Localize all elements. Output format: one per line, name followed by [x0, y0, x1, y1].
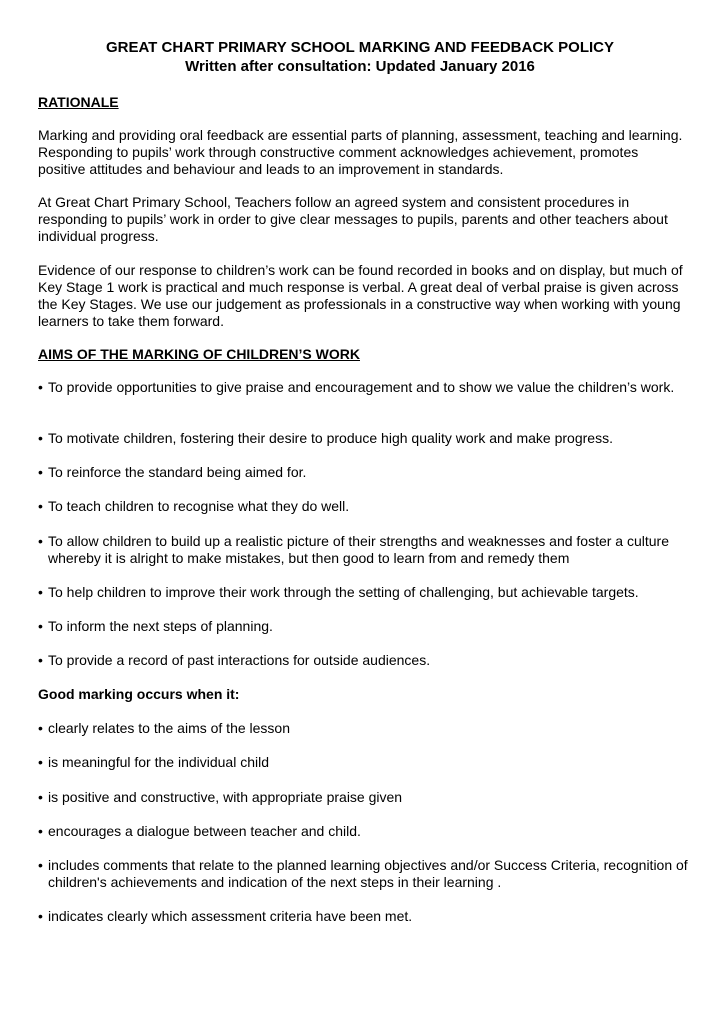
- rationale-paragraph: Evidence of our response to children’s work can be found recorded in books and on display, but much of Key Stage 1 work is practical and much response is verbal. A great deal of verbal praise is given across the Key Stages. We use our judgement as professionals in a constructive way when working with young learners to take them forward.: [38, 262, 683, 329]
- bullet-icon: •: [38, 498, 43, 514]
- bullet-icon: •: [38, 464, 43, 480]
- document-subtitle: Written after consultation: Updated January 2016: [185, 58, 535, 75]
- bullet-icon: •: [38, 789, 43, 805]
- rationale-paragraph: At Great Chart Primary School, Teachers follow an agreed system and consistent procedures in responding to pupils’ work in order to give clear messages to pupils, parents and other teachers about individual progress.: [38, 194, 668, 244]
- list-item: [38, 584, 688, 601]
- list-item: [38, 498, 688, 515]
- list-item-text: To inform the next steps of planning.: [48, 618, 273, 634]
- list-item: [38, 618, 688, 635]
- list-item: [38, 464, 688, 481]
- aims-heading: AIMS OF THE MARKING OF CHILDREN’S WORK: [38, 346, 360, 362]
- bullet-icon: •: [38, 618, 43, 634]
- list-item: [38, 379, 688, 396]
- list-item: [38, 908, 688, 925]
- list-item-text: To motivate children, fostering their desire to produce high quality work and make progress.: [48, 430, 613, 446]
- list-item-text: To provide a record of past interactions for outside audiences.: [48, 652, 431, 668]
- bullet-icon: •: [38, 720, 43, 736]
- bullet-icon: •: [38, 754, 43, 770]
- bullet-icon: •: [38, 823, 43, 839]
- list-item: [38, 823, 688, 840]
- list-item: [38, 789, 688, 806]
- rationale-heading: RATIONALE: [38, 94, 119, 110]
- bullet-icon: •: [38, 584, 43, 600]
- list-item: [38, 720, 688, 737]
- bullet-icon: •: [38, 379, 43, 395]
- list-item-text: is meaningful for the individual child: [48, 754, 270, 770]
- list-item: [38, 857, 688, 891]
- list-item: [38, 754, 688, 771]
- bullet-icon: •: [38, 430, 43, 446]
- list-item-text: To teach children to recognise what they do well.: [48, 498, 350, 514]
- list-item-text: To allow children to build up a realistic picture of their strengths and weaknesses and foster a culture whereby it is alright to make mistakes, but then good to learn from and remedy them: [48, 533, 670, 566]
- rationale-paragraph: Marking and providing oral feedback are essential parts of planning, assessment, teaching and learning. Responding to pupils’ work through constructive comment acknowledges achievement, promotes positive attitudes and behaviour and leads to an improvement in standards.: [38, 127, 683, 177]
- list-item-text: clearly relates to the aims of the lesson: [48, 720, 291, 736]
- list-item: [38, 652, 688, 669]
- bullet-icon: •: [38, 908, 43, 924]
- bullet-icon: •: [38, 857, 43, 873]
- list-item-text: To help children to improve their work through the setting of challenging, but achievable targets.: [48, 584, 639, 600]
- list-item-text: indicates clearly which assessment criteria have been met.: [48, 908, 413, 924]
- bullet-icon: •: [38, 533, 43, 549]
- list-item-text: includes comments that relate to the planned learning objectives and/or Success Criteria, recognition of children's achievements and indication of the next steps in their learning .: [48, 857, 688, 890]
- list-item: [38, 533, 688, 567]
- document-title: GREAT CHART PRIMARY SCHOOL MARKING AND FEEDBACK POLICY: [105, 39, 615, 56]
- good-marking-heading: Good marking occurs when it:: [38, 686, 240, 702]
- list-item: [38, 430, 688, 447]
- list-item-text: To provide opportunities to give praise and encouragement and to show we value the children’s work.: [48, 379, 675, 395]
- list-item-text: is positive and constructive, with appropriate praise given: [48, 789, 403, 805]
- list-item-text: To reinforce the standard being aimed for.: [48, 464, 307, 480]
- list-item-text: encourages a dialogue between teacher and child.: [48, 823, 361, 839]
- bullet-icon: •: [38, 652, 43, 668]
